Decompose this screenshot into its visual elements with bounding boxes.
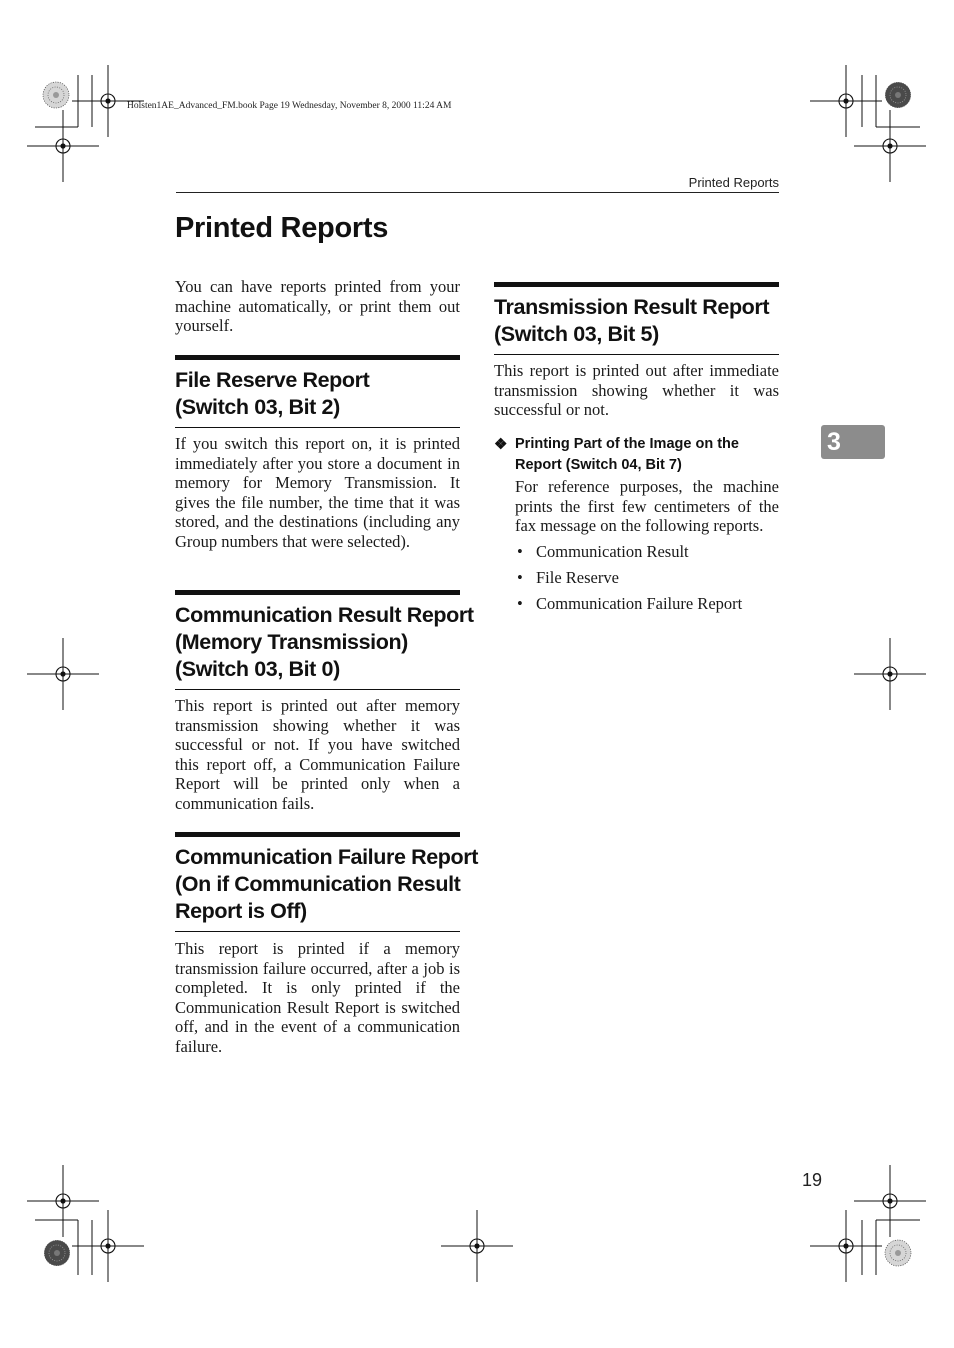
heading-line: Report is Off) xyxy=(175,899,307,923)
section-heading xyxy=(494,282,779,355)
chapter-tab xyxy=(821,425,885,459)
list-item-text: File Reserve xyxy=(536,567,619,587)
list-item xyxy=(515,539,779,565)
top-left-marks xyxy=(27,65,144,182)
subsection-heading xyxy=(494,434,779,476)
section-body: This report is printed if a memory transmission failure occurred, after a job is completed. It is only printed if the Communication Result Report is switched off, and in the event of a communication failure. xyxy=(175,939,460,1056)
bullet-icon: • xyxy=(517,567,523,587)
subsection-body: For reference purposes, the machine prints the first few centimeters of the fax message on the following reports. xyxy=(515,477,779,535)
subsection-printing-part xyxy=(494,434,779,617)
heading-line: (Switch 03, Bit 0) xyxy=(175,657,340,681)
section-body: This report is printed out after memory transmission showing whether it was successful or not. If you have switched this report off, a Communication Failure Report will be printed only when a communication fails. xyxy=(175,696,460,813)
list-item xyxy=(515,591,779,617)
section-body: If you switch this report on, it is printed immediately after you store a document in memory for Memory Transmission. It gives the file number, the time that it was stored, and the destinations (including any Group numbers that were selected). xyxy=(175,434,460,551)
bottom-center-mark xyxy=(441,1210,513,1282)
top-right-marks xyxy=(810,65,926,182)
subsection-heading-text: Printing Part of the Image on the Report (Switch 04, Bit 7) xyxy=(515,436,739,473)
section-communication-result xyxy=(175,590,474,690)
heading-line: File Reserve Report xyxy=(175,368,370,392)
bottom-right-marks xyxy=(810,1165,926,1282)
list-item-text: Communication Failure Report xyxy=(536,593,743,613)
list-item-text: Communication Result xyxy=(536,541,689,561)
list-item xyxy=(515,565,779,591)
page-number: 19 xyxy=(801,1170,822,1190)
report-list xyxy=(494,539,779,617)
heading-line: Transmission Result Report xyxy=(494,295,770,319)
middle-side-marks xyxy=(27,638,926,710)
heading-line: (On if Communication Result xyxy=(175,872,461,896)
heading-line: (Memory Transmission) xyxy=(175,630,408,654)
bullet-icon: • xyxy=(517,541,523,561)
section-body: This report is printed out after immediate transmission showing whether it was successful or not. xyxy=(494,361,779,419)
heading-line: Communication Result Report xyxy=(175,603,474,627)
section-heading xyxy=(175,590,474,690)
section-heading xyxy=(175,355,460,428)
running-header: Printed Reports xyxy=(688,175,779,190)
heading-line: (Switch 03, Bit 2) xyxy=(175,395,340,419)
heading-line: (Switch 03, Bit 5) xyxy=(494,322,659,346)
section-heading xyxy=(175,832,478,932)
section-communication-failure xyxy=(175,832,478,932)
header-rule xyxy=(176,192,779,193)
heading-line: Communication Failure Report xyxy=(175,845,478,869)
bottom-left-marks xyxy=(27,1165,144,1282)
section-transmission-result xyxy=(494,282,779,355)
bullet-icon: • xyxy=(517,593,523,613)
intro-text: You can have reports printed from your machine automatically, or print them out yourself. xyxy=(175,277,460,335)
chapter-number: 3 xyxy=(827,428,841,456)
file-info: Holsten1AE_Advanced_FM.book Page 19 Wednesday, November 8, 2000 11:24 AM xyxy=(127,101,452,111)
page-title: Printed Reports xyxy=(175,212,389,244)
diamond-bullet-icon: ❖ xyxy=(494,436,508,453)
section-file-reserve xyxy=(175,355,460,428)
